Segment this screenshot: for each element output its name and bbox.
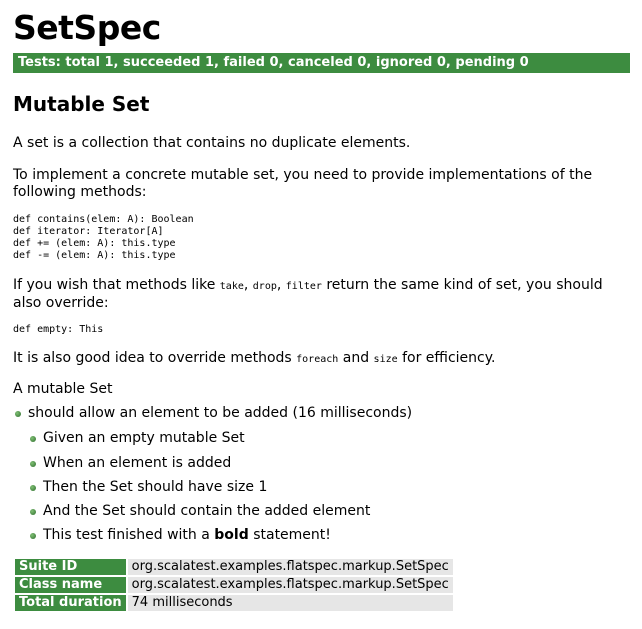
spec-intro: A set is a collection that contains no duplicate elements. <box>13 135 411 151</box>
class-name-value: org.scalatest.examples.flatspec.markup.SetSpec <box>128 577 453 593</box>
methods-code-block: def contains(elem: A): Boolean def iterator: Iterator[A] def += (elem: A): this.type def -= (elem: A): this.type <box>13 214 194 261</box>
inline-code-take: take <box>219 281 244 292</box>
table-row <box>15 559 453 575</box>
override-suffix: return the same kind of set, you should also override: <box>13 277 603 311</box>
final-step-prefix: This test finished with a <box>43 527 215 543</box>
class-name-label: Class name <box>15 577 126 593</box>
test-step <box>43 430 245 447</box>
inline-code-size: size <box>373 354 398 365</box>
test-name: should allow an element to be added (16 milliseconds) <box>28 405 413 421</box>
override-prefix: If you wish that methods like <box>13 277 220 293</box>
step-bullet-icon <box>30 485 36 491</box>
spec-override-text <box>13 277 613 312</box>
step-bullet-icon <box>30 436 36 442</box>
override-separator: , <box>243 277 253 293</box>
override-separator: , <box>276 277 286 293</box>
inline-code-foreach: foreach <box>296 354 339 365</box>
efficiency-mid: and <box>338 350 374 366</box>
test-step <box>43 527 331 544</box>
inline-code-filter: filter <box>285 281 322 292</box>
empty-code-block: def empty: This <box>13 324 104 335</box>
spec-implement-text: To implement a concrete mutable set, you need to provide implementations of the following methods: <box>13 167 593 200</box>
test-item <box>28 405 412 422</box>
step-bullet-icon <box>30 461 36 467</box>
test-step-text: And the Set should contain the added element <box>43 503 371 519</box>
test-step-text: Then the Set should have size 1 <box>43 479 268 495</box>
step-bullet-icon <box>30 509 36 515</box>
table-row <box>15 595 453 611</box>
final-step-bold: bold <box>214 527 249 543</box>
test-step <box>43 455 231 472</box>
inline-code-drop: drop <box>252 281 277 292</box>
total-duration-value: 74 milliseconds <box>128 595 453 611</box>
table-row <box>15 577 453 593</box>
spec-heading: Mutable Set <box>13 92 150 116</box>
step-bullet-icon <box>30 533 36 539</box>
page-title: SetSpec <box>13 8 161 47</box>
test-step <box>43 479 267 496</box>
suite-id-value: org.scalatest.examples.flatspec.markup.SetSpec <box>128 559 453 575</box>
test-bullet-icon <box>15 411 21 417</box>
test-step-text: Given an empty mutable Set <box>43 430 245 446</box>
scope-label: A mutable Set <box>13 381 113 397</box>
test-step-text: When an element is added <box>43 455 232 471</box>
spec-efficiency-text <box>13 350 613 368</box>
efficiency-prefix: It is also good idea to override methods <box>13 350 297 366</box>
final-step-suffix: statement! <box>248 527 331 543</box>
total-duration-label: Total duration <box>15 595 126 611</box>
test-step <box>43 503 370 520</box>
suite-id-label: Suite ID <box>15 559 126 575</box>
efficiency-suffix: for efficiency. <box>397 350 496 366</box>
suite-info-table <box>13 557 455 613</box>
test-summary-bar: Tests: total 1, succeeded 1, failed 0, canceled 0, ignored 0, pending 0 <box>13 53 630 73</box>
